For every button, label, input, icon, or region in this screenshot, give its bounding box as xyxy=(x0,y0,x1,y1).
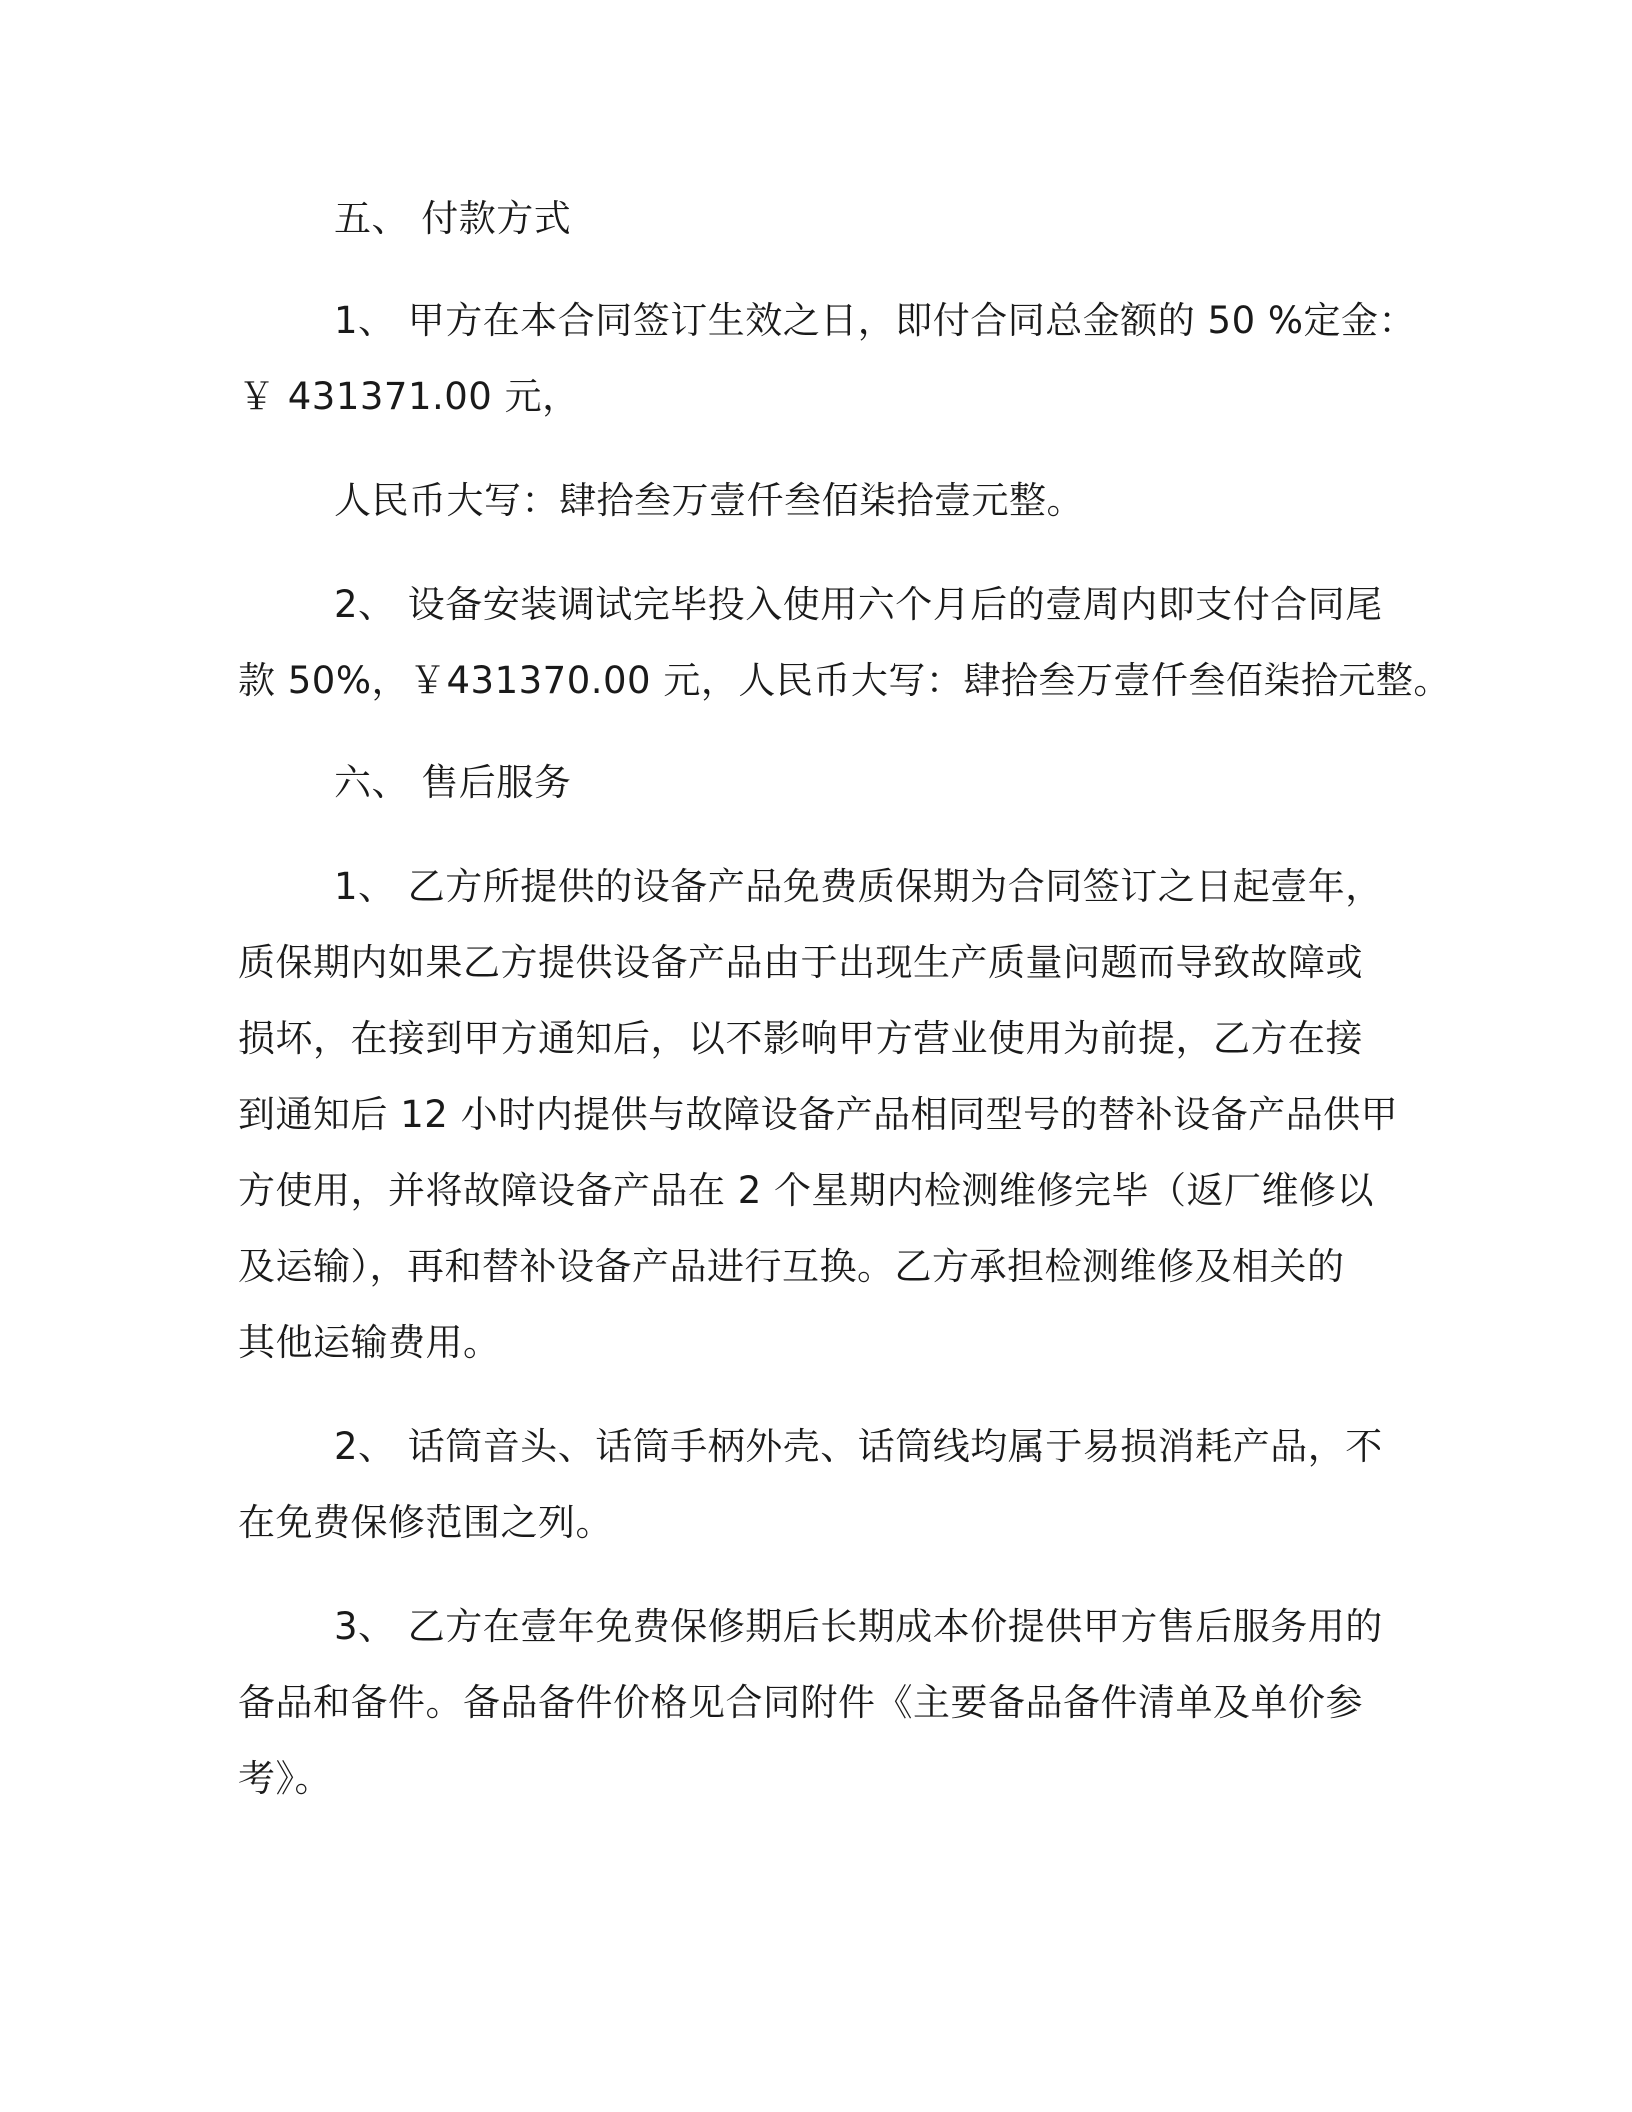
after-sales-item-3-line-2: 备品和备件。备品备件价格见合同附件《主要备品备件清单及单价参 xyxy=(238,1681,1363,1724)
payment-item-2-line-2: 款 50%，￥431370.00 元，人民币大写：肆拾叁万壹仟叁佰柒拾元整。 xyxy=(238,659,1451,702)
section-heading-payment: 五、 付款方式 xyxy=(334,197,572,240)
payment-item-2-line-1: 2、 设备安装调试完毕投入使用六个月后的壹周内即支付合同尾 xyxy=(334,583,1383,626)
after-sales-item-2-line-2: 在免费保修范围之列。 xyxy=(238,1501,613,1544)
document-page xyxy=(238,0,1451,2112)
after-sales-item-1-line-3: 损坏，在接到甲方通知后，以不影响甲方营业使用为前提，乙方在接 xyxy=(238,1017,1363,1060)
payment-item-1-line-3: 人民币大写：肆拾叁万壹仟叁佰柒拾壹元整。 xyxy=(334,479,1084,522)
payment-item-1-line-1: 1、 甲方在本合同签订生效之日，即付合同总金额的 50 %定金： xyxy=(334,299,1417,342)
after-sales-item-1-line-7: 其他运输费用。 xyxy=(238,1321,501,1364)
section-heading-after-sales: 六、 售后服务 xyxy=(334,761,572,804)
after-sales-item-1-line-2: 质保期内如果乙方提供设备产品由于出现生产质量问题而导致故障或 xyxy=(238,941,1363,984)
payment-item-1-line-2: ￥ 431371.00 元， xyxy=(238,375,580,418)
after-sales-item-1-line-1: 1、 乙方所提供的设备产品免费质保期为合同签订之日起壹年， xyxy=(334,865,1383,908)
after-sales-item-1-line-6: 及运输），再和替补设备产品进行互换。乙方承担检测维修及相关的 xyxy=(238,1245,1345,1288)
after-sales-item-3-line-1: 3、 乙方在壹年免费保修期后长期成本价提供甲方售后服务用的 xyxy=(334,1605,1383,1648)
after-sales-item-2-line-1: 2、 话筒音头、话筒手柄外壳、话筒线均属于易损消耗产品，不 xyxy=(334,1425,1383,1468)
after-sales-item-3-line-3: 考》。 xyxy=(238,1757,332,1800)
after-sales-item-1-line-4: 到通知后 12 小时内提供与故障设备产品相同型号的替补设备产品供甲 xyxy=(238,1093,1399,1136)
after-sales-item-1-line-5: 方使用，并将故障设备产品在 2 个星期内检测维修完毕（返厂维修以 xyxy=(238,1169,1375,1212)
